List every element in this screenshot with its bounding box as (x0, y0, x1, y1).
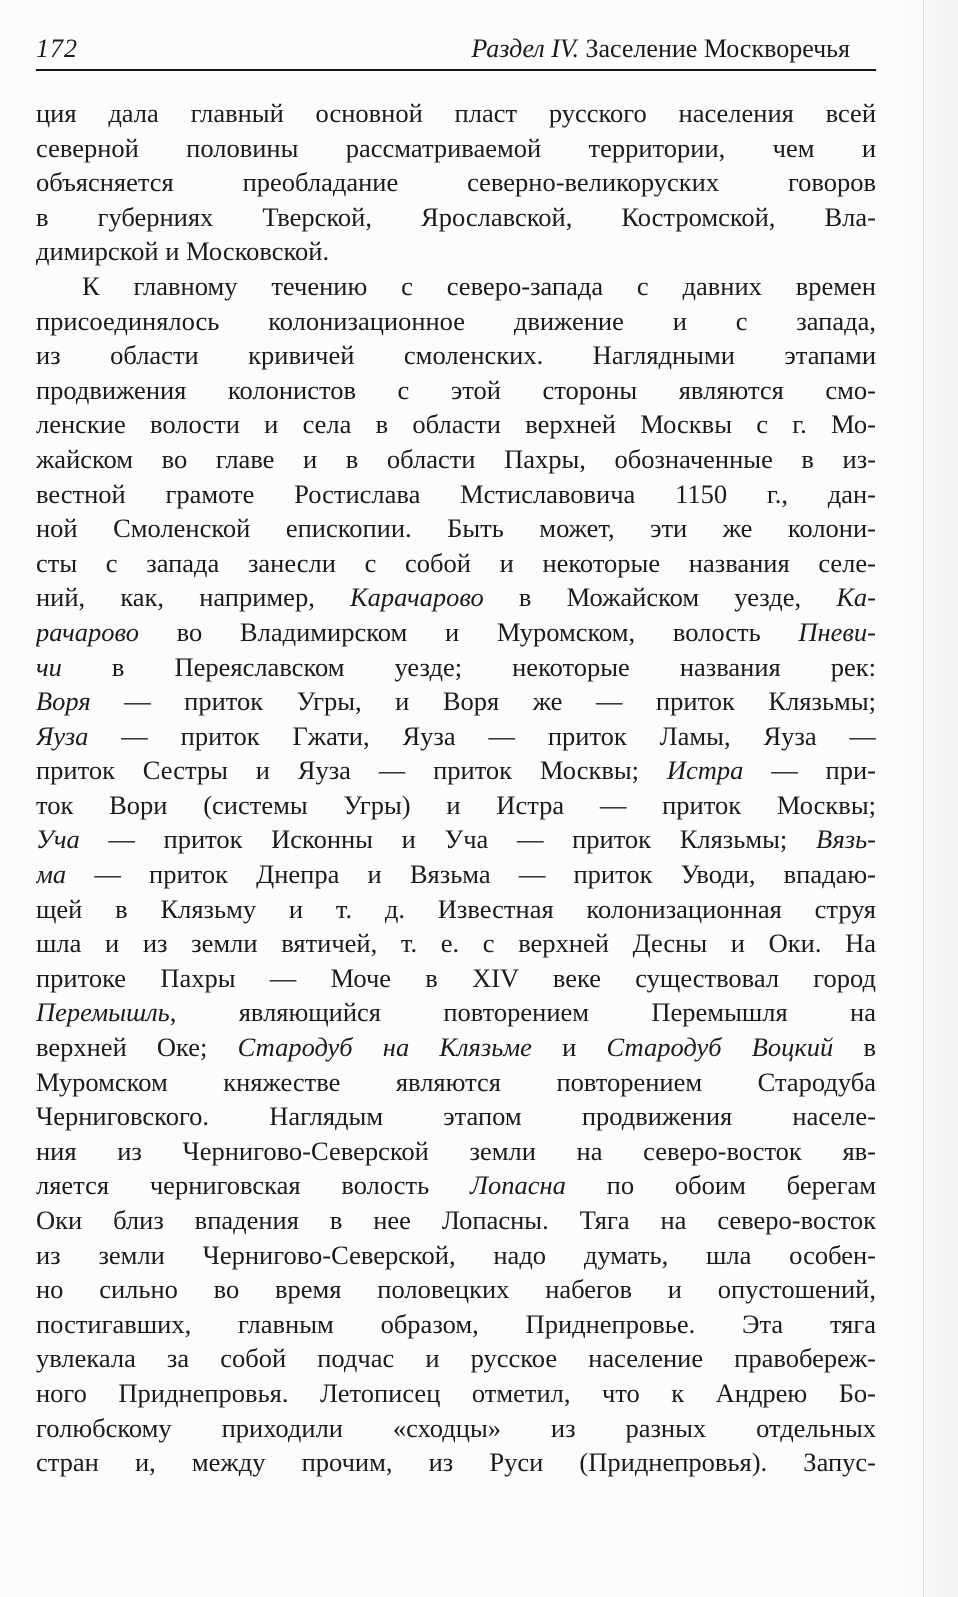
plain-text: верхней Оке; (36, 1032, 238, 1063)
plain-text: , являющийся повторением Перемышля на (169, 997, 876, 1028)
text-line (36, 1238, 876, 1273)
italic-text: рачарово (36, 616, 139, 647)
plain-text: голюбскому приходили «сходцы» из разных отдельных (36, 1412, 876, 1443)
text-line (36, 407, 876, 442)
plain-text: сты с запада занесли с собой и некоторые названия селе- (36, 547, 876, 578)
plain-text: в губерниях Тверской, Ярославской, Костромской, Вла- (36, 201, 876, 232)
running-title-section: Раздел IV. (471, 34, 579, 63)
plain-text: жайском во главе и в области Пахры, обозначенные в из- (36, 443, 876, 474)
plain-text: продвижения колонистов с этой стороны являются смо- (36, 374, 876, 405)
text-line (36, 926, 876, 961)
text-line (36, 719, 876, 754)
page-number: 172 (36, 34, 78, 63)
text-line (36, 1341, 876, 1376)
paragraph (36, 96, 876, 269)
plain-text: по обоим берегам (565, 1170, 876, 1201)
plain-text: шла и из земли вятичей, т. е. с верхней Десны и Оки. На (36, 928, 876, 959)
text-line (36, 1203, 876, 1238)
text-line (36, 546, 876, 581)
italic-text: Стародуб Воцкий (606, 1032, 834, 1063)
plain-text: ция дала главный основной пласт русского населения всей (36, 98, 876, 128)
italic-text: Ка- (836, 582, 876, 613)
text-line (36, 615, 876, 650)
italic-text: Уча (36, 824, 80, 855)
plain-text: из земли Чернигово-Северской, надо думать, шла особен- (36, 1239, 876, 1270)
text-line (36, 1272, 876, 1307)
plain-text: Черниговского. Наглядым этапом продвижения населе- (36, 1101, 876, 1132)
italic-text: Карачарово (349, 582, 484, 613)
plain-text: — приток Гжати, Яуза — приток Ламы, Яуза — (88, 720, 876, 751)
text-line (36, 1445, 876, 1480)
text-line (36, 511, 876, 546)
text-line (36, 1065, 876, 1100)
plain-text: стран и, между прочим, из Руси (Приднепровья). Запус- (36, 1447, 876, 1478)
paragraph (36, 269, 876, 1480)
plain-text: — приток Днепра и Вязьма — приток Уводи, впадаю- (66, 859, 876, 890)
text-line (36, 131, 876, 166)
plain-text: северной половины рассматриваемой территории, чем и (36, 132, 876, 163)
italic-text: Яуза (36, 720, 89, 751)
plain-text: и (531, 1032, 607, 1063)
plain-text: приток Сестры и Яуза — приток Москвы; (36, 755, 667, 786)
plain-text: ния из Чернигово-Северской земли на северо-восток яв- (36, 1135, 876, 1166)
plain-text: щей в Клязьму и т. д. Известная колонизационная струя (36, 893, 876, 924)
text-line (36, 373, 876, 408)
italic-text: Перемышль (36, 997, 170, 1028)
plain-text: в (833, 1032, 876, 1063)
text-line (36, 96, 876, 131)
text-line (36, 892, 876, 927)
text-line (36, 1030, 876, 1065)
text-line (36, 165, 876, 200)
plain-text: ной Смоленской епископии. Быть может, эти же колони- (36, 513, 876, 544)
plain-text: из области кривичей смоленских. Наглядными этапами (36, 340, 876, 371)
plain-text: димирской и Московской. (36, 236, 330, 267)
header-rule (36, 69, 876, 71)
plain-text: вестной грамоте Ростислава Мстиславовича 1150 г., дан- (36, 478, 876, 509)
text-line (36, 1134, 876, 1169)
text-line (36, 1307, 876, 1342)
plain-text: ляется черниговская волость (36, 1170, 470, 1201)
plain-text: во Владимирском и Муромском, волость (138, 616, 799, 647)
italic-text: ма (36, 859, 67, 890)
text-line (36, 200, 876, 235)
text-line (36, 753, 876, 788)
plain-text: Муромском княжестве являются повторением Стародуба (36, 1066, 876, 1097)
page-header (36, 34, 876, 64)
text-line (36, 1376, 876, 1411)
italic-text: Пневи- (798, 616, 876, 647)
page-content (36, 0, 876, 1480)
italic-text: чи (36, 651, 62, 682)
text-line (36, 1099, 876, 1134)
plain-text: — приток Угры, и Воря же — приток Клязьмы; (90, 686, 876, 717)
italic-text: Вязь- (815, 824, 876, 855)
plain-text: К главному течению с северо-запада с давних времен (82, 270, 876, 301)
plain-text: Оки близ впадения в нее Лопасны. Тяга на северо-восток (36, 1205, 876, 1235)
plain-text: ний, как, например, (36, 582, 350, 613)
italic-text: Истра (666, 755, 744, 786)
plain-text: но сильно во время половецких набегов и опустошений, (36, 1274, 876, 1305)
plain-text: ток Вори (системы Угры) и Истра — приток Москвы; (36, 789, 876, 820)
plain-text: в Переяславском уезде; некоторые названия рек: (61, 651, 876, 682)
plain-text: — приток Исконны и Уча — приток Клязьмы; (79, 824, 816, 855)
text-line (36, 269, 876, 304)
plain-text: присоединялось колонизационное движение и с запада, (36, 305, 876, 336)
text-line (36, 650, 876, 685)
plain-text: увлекала за собой подчас и русское население правобереж- (36, 1343, 876, 1374)
text-line (36, 234, 876, 269)
plain-text: в Можайском уезде, (483, 582, 837, 613)
plain-text: ленские волости и села в области верхней Москвы с г. Мо- (36, 409, 876, 440)
page-body (36, 96, 876, 1480)
italic-text: Воря (36, 686, 91, 717)
plain-text: ного Приднепровья. Летописец отметил, что к Андрею Бо- (36, 1377, 876, 1408)
text-line (36, 684, 876, 719)
italic-text: Лопасна (470, 1170, 566, 1201)
italic-text: Стародуб на Клязьме (237, 1032, 532, 1063)
running-title (471, 34, 850, 64)
text-line (36, 442, 876, 477)
text-line (36, 580, 876, 615)
text-line (36, 857, 876, 892)
plain-text: объясняется преобладание северно-великоруских говоров (36, 167, 876, 198)
plain-text: — при- (743, 755, 876, 786)
text-line (36, 304, 876, 339)
text-line (36, 1168, 876, 1203)
plain-text: постигавших, главным образом, Приднепровье. Эта тяга (36, 1308, 876, 1339)
text-line (36, 338, 876, 373)
plain-text: притоке Пахры — Моче в XIV веке существовал город (36, 962, 876, 993)
text-line (36, 995, 876, 1030)
text-line (36, 477, 876, 512)
text-line (36, 961, 876, 996)
running-title-text: Заселение Москворечья (585, 34, 850, 63)
text-line (36, 1411, 876, 1446)
text-line (36, 822, 876, 857)
text-line (36, 788, 876, 823)
